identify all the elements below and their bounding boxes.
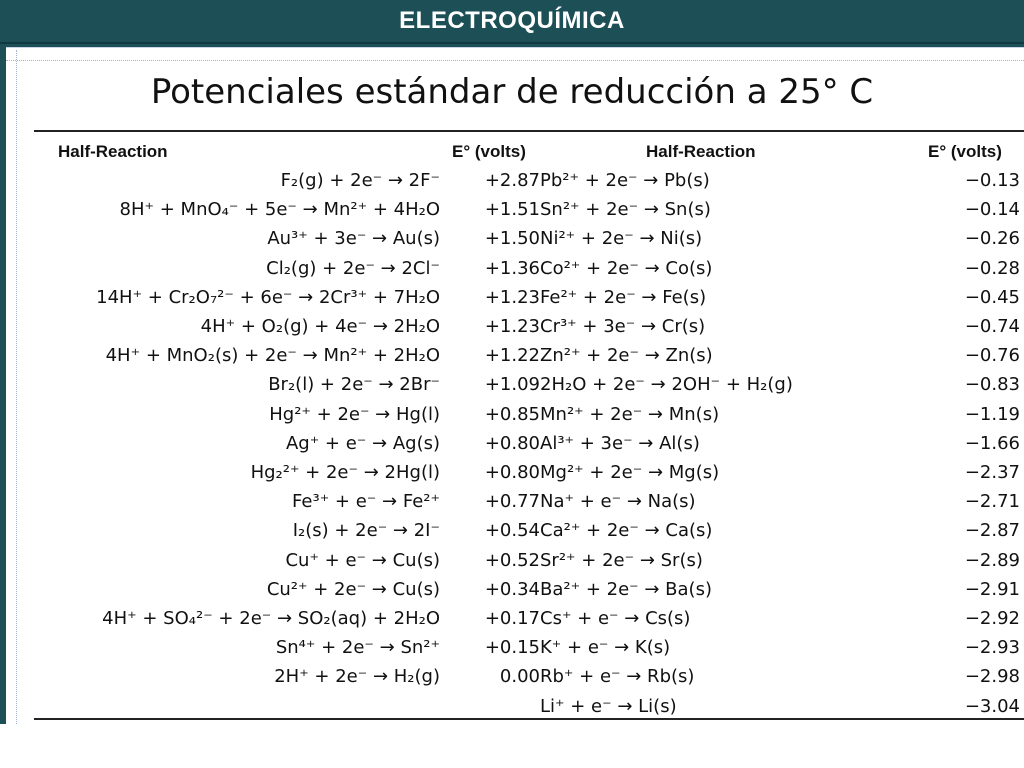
half-reaction: 4H⁺ + SO₄²⁻ + 2e⁻ → SO₂(aq) + 2H₂O [102,608,440,629]
half-reaction: Cu⁺ + e⁻ → Cu(s) [285,549,440,571]
standard-potential: +0.80 [484,462,540,483]
half-reaction: Li⁺ + e⁻ → Li(s) [540,695,677,717]
half-reaction: Ca²⁺ + 2e⁻ → Ca(s) [540,520,713,542]
half-reaction: 4H⁺ + MnO₂(s) + 2e⁻ → Mn²⁺ + 2H₂O [105,345,440,367]
half-reaction: Hg²⁺ + 2e⁻ → Hg(l) [269,403,440,425]
standard-potential: +1.23 [484,286,540,308]
half-reaction: Ba²⁺ + 2e⁻ → Ba(s) [540,578,712,600]
table-row [540,516,1024,545]
half-reaction: Cl₂(g) + 2e⁻ → 2Cl⁻ [266,257,440,279]
table-row [540,458,1024,487]
standard-potential: −0.76 [964,345,1020,367]
standard-potential: +0.15 [484,637,540,659]
half-reaction: Ni²⁺ + 2e⁻ → Ni(s) [540,228,703,250]
standard-potential: −0.74 [964,316,1020,337]
half-reaction: Mg²⁺ + 2e⁻ → Mg(s) [540,462,720,483]
half-reaction: Pb²⁺ + 2e⁻ → Pb(s) [540,170,710,191]
half-reaction: Al³⁺ + 3e⁻ → Al(s) [540,432,700,454]
table-row [0,312,545,341]
standard-potential: +0.17 [484,608,540,629]
standard-potential: −0.14 [964,199,1020,221]
half-reaction: F₂(g) + 2e⁻ → 2F⁻ [280,170,440,191]
half-reaction: Sr²⁺ + 2e⁻ → Sr(s) [540,549,703,571]
left-header-reaction: Half-Reaction [58,142,168,161]
half-reaction: I₂(s) + 2e⁻ → 2I⁻ [292,520,440,542]
table-row [0,429,545,458]
standard-potential: +2.87 [484,170,540,191]
half-reaction: 2H₂O + 2e⁻ → 2OH⁻ + H₂(g) [540,374,793,396]
half-reaction: Fe²⁺ + 2e⁻ → Fe(s) [540,286,707,308]
half-reaction: Sn²⁺ + 2e⁻ → Sn(s) [540,199,711,221]
table-row [540,633,1024,662]
standard-potential: +1.09 [484,374,540,396]
table-bottom-rule [34,718,1024,720]
standard-potential: −2.87 [964,520,1020,542]
half-reaction: Au³⁺ + 3e⁻ → Au(s) [267,228,440,250]
standard-potential: −2.93 [964,637,1020,659]
table-row [540,370,1024,399]
standard-potential: −1.66 [964,432,1020,454]
table-row [540,487,1024,516]
half-reaction: Zn²⁺ + 2e⁻ → Zn(s) [540,345,713,367]
standard-potential: −0.13 [964,170,1020,191]
table-top-rule [34,130,1024,132]
half-reaction: Mn²⁺ + 2e⁻ → Mn(s) [540,403,720,425]
standard-potential: +0.85 [484,403,540,425]
standard-potential: −0.28 [964,257,1020,279]
standard-potential: +0.34 [484,578,540,600]
table-row [0,633,545,662]
standard-potential: +1.36 [484,257,540,279]
half-reaction: K⁺ + e⁻ → K(s) [540,637,671,659]
half-reaction: 8H⁺ + MnO₄⁻ + 5e⁻ → Mn²⁺ + 4H₂O [119,199,440,221]
table-row [0,604,545,633]
table-row [540,604,1024,633]
standard-potential: −2.89 [964,549,1020,571]
standard-potential: +1.50 [484,228,540,250]
half-reaction: Cu²⁺ + 2e⁻ → Cu(s) [266,578,440,600]
half-reaction: Fe³⁺ + e⁻ → Fe²⁺ [292,491,440,513]
half-reaction: Cs⁺ + e⁻ → Cs(s) [540,608,691,629]
document-title: Potenciales estándar de reducción a 25° C [150,72,874,112]
standard-potential: 0.00 [499,666,540,688]
right-header-potential: E° (volts) [928,142,1002,161]
table-row [0,546,545,575]
standard-potential: +0.77 [484,491,540,513]
table-row [540,283,1024,312]
table-row [540,575,1024,604]
standard-potential: −1.19 [964,403,1020,425]
standard-potential: −2.37 [964,462,1020,483]
table-row [540,546,1024,575]
table-row [0,662,545,691]
half-reaction: 4H⁺ + O₂(g) + 4e⁻ → 2H₂O [200,316,440,337]
left-header-potential: E° (volts) [452,142,526,161]
table-row [540,341,1024,370]
standard-potential: −3.04 [964,695,1020,717]
half-reaction: Br₂(l) + 2e⁻ → 2Br⁻ [268,374,440,396]
right-header-reaction: Half-Reaction [646,142,756,161]
header-title: ELECTROQUÍMICA [399,7,625,34]
half-reaction: Ag⁺ + e⁻ → Ag(s) [285,432,440,454]
half-reaction: Co²⁺ + 2e⁻ → Co(s) [540,257,713,279]
table-row [540,166,1024,195]
grid-ruler-top [6,50,1024,61]
half-reaction: Hg₂²⁺ + 2e⁻ → 2Hg(l) [250,462,440,483]
table-row [0,224,545,253]
standard-potential: −2.71 [964,491,1020,513]
standard-potential: +1.23 [484,316,540,337]
standard-potential: +1.22 [484,345,540,367]
table-row [0,575,545,604]
table-row [540,224,1024,253]
standard-potential: +1.51 [484,199,540,221]
table-row [0,458,545,487]
half-reaction: 2H⁺ + 2e⁻ → H₂(g) [274,666,440,688]
table-row [0,195,545,224]
table-row [540,429,1024,458]
standard-potential: +0.52 [484,549,540,571]
standard-potential: −2.98 [964,666,1020,688]
half-reaction: Rb⁺ + e⁻ → Rb(s) [540,666,695,688]
table-row [540,400,1024,429]
standard-potential: −0.26 [964,228,1020,250]
half-reaction: Cr³⁺ + 3e⁻ → Cr(s) [540,316,706,337]
standard-potential: −0.83 [964,374,1020,396]
table-row [0,166,545,195]
half-reaction: Sn⁴⁺ + 2e⁻ → Sn²⁺ [275,637,440,659]
table-row [0,487,545,516]
standard-potential: +0.80 [484,432,540,454]
standard-potential: −0.45 [964,286,1020,308]
table-row [0,283,545,312]
table-row [0,400,545,429]
standard-potential: −2.91 [964,578,1020,600]
table-row [540,195,1024,224]
standard-potential: −2.92 [964,608,1020,629]
table-row [540,662,1024,691]
table-row [540,692,1024,721]
table-row [540,312,1024,341]
table-row [0,341,545,370]
table-row [0,370,545,399]
table-row [0,254,545,283]
standard-potential: +0.54 [484,520,540,542]
table-row [540,254,1024,283]
half-reaction: 14H⁺ + Cr₂O₇²⁻ + 6e⁻ → 2Cr³⁺ + 7H₂O [96,286,440,308]
table-row [0,516,545,545]
half-reaction: Na⁺ + e⁻ → Na(s) [540,491,696,513]
